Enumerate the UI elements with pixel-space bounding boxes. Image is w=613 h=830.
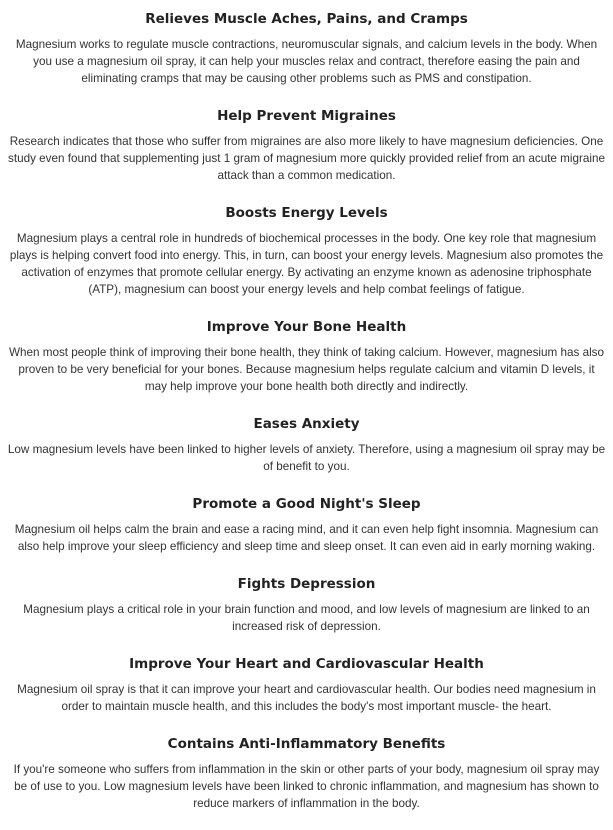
section-body: Magnesium plays a critical role in your brain function and mood, and low levels of magnesium are linked to an increased risk of depression.: [23, 603, 590, 633]
section-title: Help Prevent Migraines: [217, 108, 396, 124]
section-body: When most people think of improving their bone health, they think of taking calcium. However, magnesium has also proven to be very beneficial for your bones. Because magnesium helps regulate calcium and vitamin D levels, it may help improve your bone health both directly and indirectly.: [8, 346, 605, 393]
section-body: Magnesium plays a central role in hundreds of biochemical processes in the body. One key role that magnesium plays is helping convert food into energy. This, in turn, can boost your energy levels. Magnesium also promotes the activation of enzymes that promote cellular energy. By activating an enzyme known as adenosine triphosphate (ATP), magnesium can boost your energy levels and help combat feelings of fatigue.: [9, 232, 604, 296]
section-body: Magnesium oil helps calm the brain and ease a racing mind, and it can even help fight insomnia. Magnesium can also help improve your sleep efficiency and sleep time and sleep onset. It can even aid in early morning waking.: [14, 523, 599, 553]
section-depression: [6, 575, 607, 635]
section-title: Relieves Muscle Aches, Pains, and Cramps: [145, 11, 468, 27]
section-title: Contains Anti-Inflammatory Benefits: [167, 736, 446, 752]
section-title: Fights Depression: [237, 576, 376, 592]
section-heart-health: [6, 655, 607, 715]
section-anxiety: [6, 415, 607, 475]
section-title: Improve Your Heart and Cardiovascular Health: [129, 656, 484, 672]
section-title: Improve Your Bone Health: [206, 319, 407, 335]
section-energy-levels: [6, 204, 607, 298]
section-body: If you're someone who suffers from inflammation in the skin or other parts of your body, magnesium oil spray may be of use to you. Low magnesium levels have been linked to chronic inflammation, and magnesium has shown to reduce markers of inflammation in the body.: [13, 763, 600, 810]
section-title: Eases Anxiety: [253, 416, 360, 432]
section-anti-inflammatory: [6, 735, 607, 812]
section-sleep: [6, 495, 607, 555]
section-muscle-aches: [6, 10, 607, 87]
section-body: Magnesium oil spray is that it can improve your heart and cardiovascular health. Our bodies need magnesium in order to maintain muscle health, and this includes the body's most important muscle- the heart.: [17, 683, 596, 713]
section-title: Boosts Energy Levels: [225, 205, 388, 221]
section-bone-health: [6, 318, 607, 395]
section-body: Research indicates that those who suffer from migraines are also more likely to have magnesium deficiencies. One study even found that supplementing just 1 gram of magnesium more quickly provided relief from an acute migraine attack than a common medication.: [7, 135, 606, 182]
section-body: Low magnesium levels have been linked to higher levels of anxiety. Therefore, using a magnesium oil spray may be of benefit to you.: [7, 443, 606, 473]
section-body: Magnesium works to regulate muscle contractions, neuromuscular signals, and calcium levels in the body. When you use a magnesium oil spray, it can help your muscles relax and contract, therefore easing the pain and eliminating cramps that may be causing other problems such as PMS and constipation.: [15, 38, 598, 85]
section-title: Promote a Good Night's Sleep: [192, 496, 421, 512]
section-migraines: [6, 107, 607, 184]
